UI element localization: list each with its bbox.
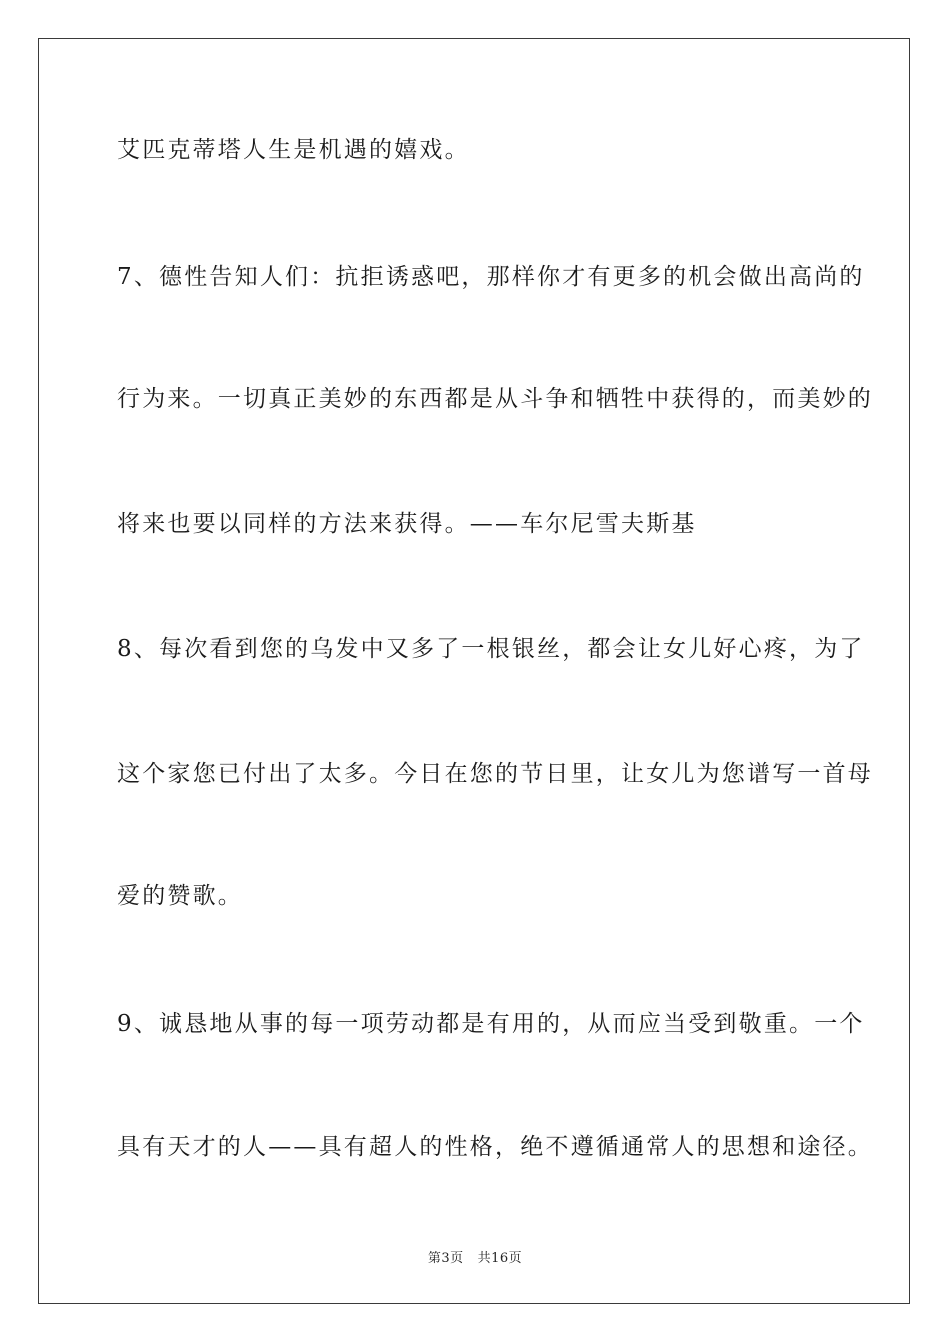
page-number: 第3页	[427, 1251, 464, 1266]
text-line: 具有天才的人——具有超人的性格，绝不遵循通常人的思想和途径。	[117, 1134, 873, 1160]
text-line: 行为来。一切真正美妙的东西都是从斗争和牺牲中获得的，而美妙的	[117, 386, 873, 412]
text-line: 这个家您已付出了太多。今日在您的节日里，让女儿为您谱写一首母	[117, 761, 873, 787]
text-line: 9、诚恳地从事的每一项劳动都是有用的，从而应当受到敬重。一个	[117, 1011, 865, 1037]
page-footer	[0, 1247, 950, 1266]
text-line: 8、每次看到您的乌发中又多了一根银丝，都会让女儿好心疼，为了	[117, 636, 865, 662]
text-line: 将来也要以同样的方法来获得。——车尔尼雪夫斯基	[117, 511, 697, 537]
text-line: 爱的赞歌。	[117, 883, 243, 909]
page-total: 共16页	[477, 1251, 523, 1266]
text-line: 7、德性告知人们：抗拒诱惑吧，那样你才有更多的机会做出高尚的	[117, 264, 865, 290]
page-border	[38, 38, 910, 1304]
text-line: 艾匹克蒂塔人生是机遇的嬉戏。	[117, 137, 470, 163]
